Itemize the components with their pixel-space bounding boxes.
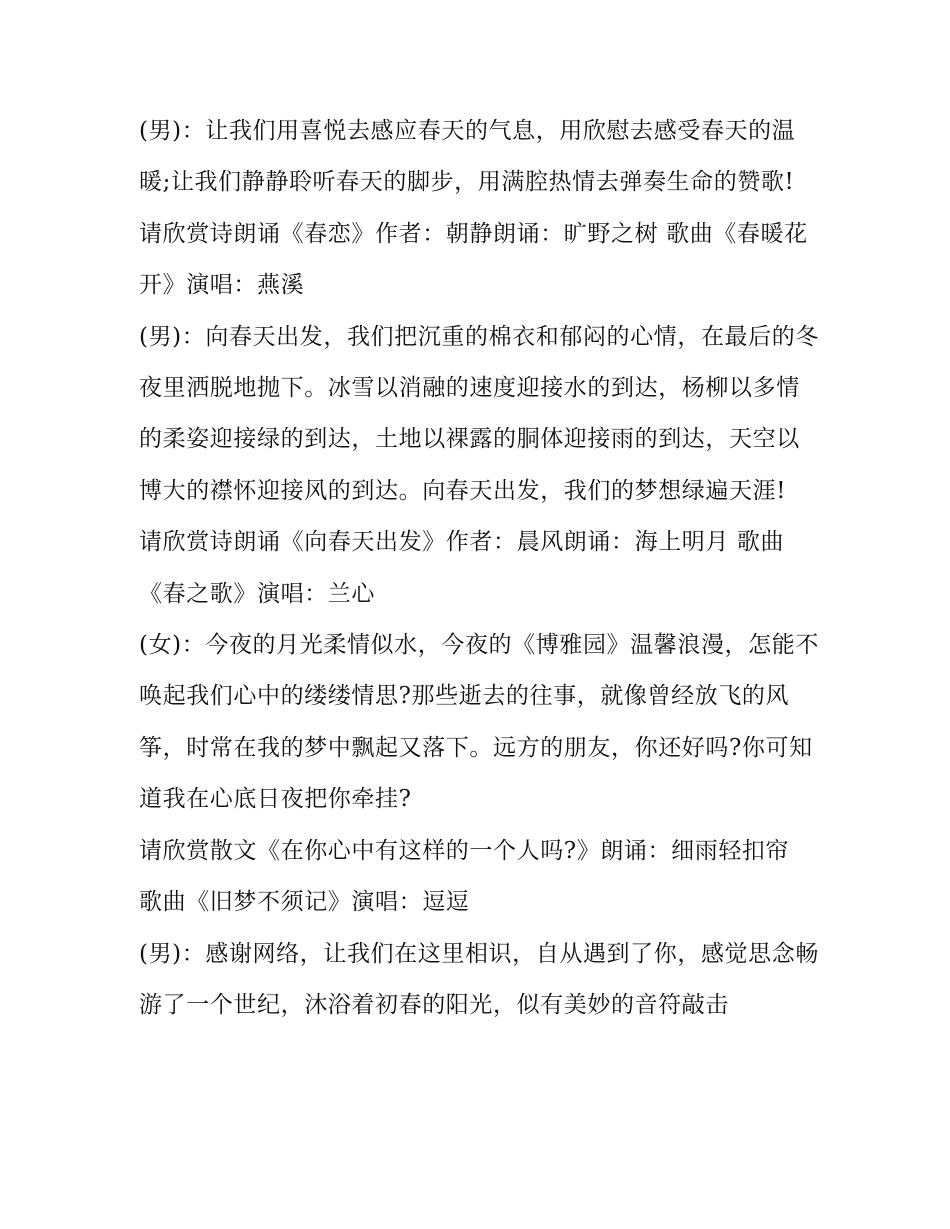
paragraph-male-toward-spring: (男)：向春天出发，我们把沉重的棉衣和郁闷的心情，在最后的冬夜里洒脱地抛下。冰雪以消融的速度迎接水的到达，杨柳以多情的柔姿迎接绿的到达，土地以裸露的胴体迎接雨的到达，天空以博大的襟怀迎接风的到达。向春天出发，我们的梦想绿遍天涯! (139, 323, 819, 504)
paragraph-male-thanks-network: (男)：感谢网络，让我们在这里相识，自从遇到了你，感觉思念畅游了一个世纪，沐浴着初春的阳光，似有美妙的音符敲击 (139, 940, 819, 1018)
paragraph-male-spring-greeting: (男)：让我们用喜悦去感应春天的气息，用欣慰去感受春天的温暖;让我们静静聆听春天的脚步，用满腔热情去弹奏生命的赞歌! (139, 118, 796, 196)
document-body (139, 106, 819, 1031)
paragraph-program-chunlian: 请欣赏诗朗诵《春恋》作者：朝静朗诵：旷野之树 歌曲《春暖花开》演唱：燕溪 (139, 220, 808, 299)
paragraph-female-moonlight: (女)：今夜的月光柔情似水，今夜的《博雅园》温馨浪漫，怎能不唤起我们心中的缕缕情思?那些逝去的往事，就像曾经放飞的风筝，时常在我的梦中飘起又落下。远方的朋友，你还好吗?你可知道我在心底日夜把你牵挂? (139, 632, 819, 813)
paragraph-program-xiang-chuntian: 请欣赏诗朗诵《向春天出发》作者：晨风朗诵：海上明月 歌曲《春之歌》演唱：兰心 (139, 529, 785, 607)
paragraph-program-prose: 请欣赏散文《在你心中有这样的一个人吗?》朗诵：细雨轻扣帘 歌曲《旧梦不须记》演唱：逗逗 (139, 837, 790, 916)
